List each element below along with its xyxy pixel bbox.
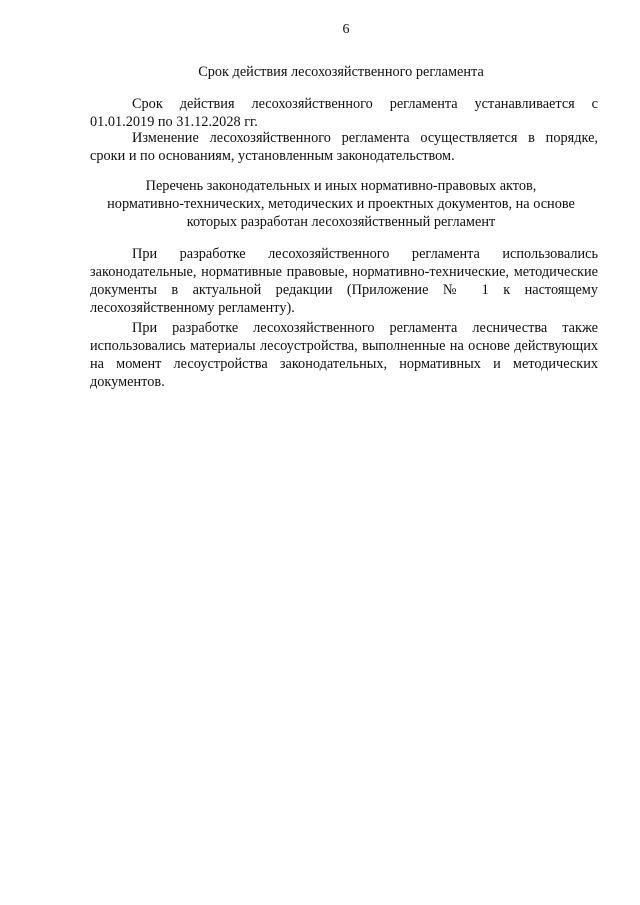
paragraph-amendment-procedure: Изменение лесохозяйственного регламента осуществляется в порядке, сроки и по основаниям, установленным законодательством. xyxy=(90,130,598,164)
paragraph-validity-term: Срок действия лесохозяйственного регламента устанавливается с 01.01.2019 по 31.12.2028 гг. xyxy=(90,96,598,130)
paragraph-documents-used: При разработке лесохозяйственного регламента использовались законодательные, нормативные правовые, нормативно-технические, методические документы в актуальной редакции (Приложение № 1 к настоящему лесохозяйственному регламенту). xyxy=(90,246,598,316)
section-title-validity-period: Срок действия лесохозяйственного регламента xyxy=(198,64,484,80)
paragraph-forest-inventory-materials: При разработке лесохозяйственного регламента лесничества также использовались материалы лесоустройства, выполненные на основе действующих на момент лесоустройства законодательных, нормативных и методических документов. xyxy=(90,320,598,390)
section-title-line: Перечень законодательных и иных нормативно-правовых актов, xyxy=(145,178,537,194)
section-title-line: нормативно-технических, методических и проектных документов, на основе xyxy=(107,196,575,212)
section-title-line: которых разработан лесохозяйственный регламент xyxy=(186,214,496,230)
page-number: 6 xyxy=(342,22,350,37)
section-title-legal-acts-list xyxy=(90,177,592,231)
